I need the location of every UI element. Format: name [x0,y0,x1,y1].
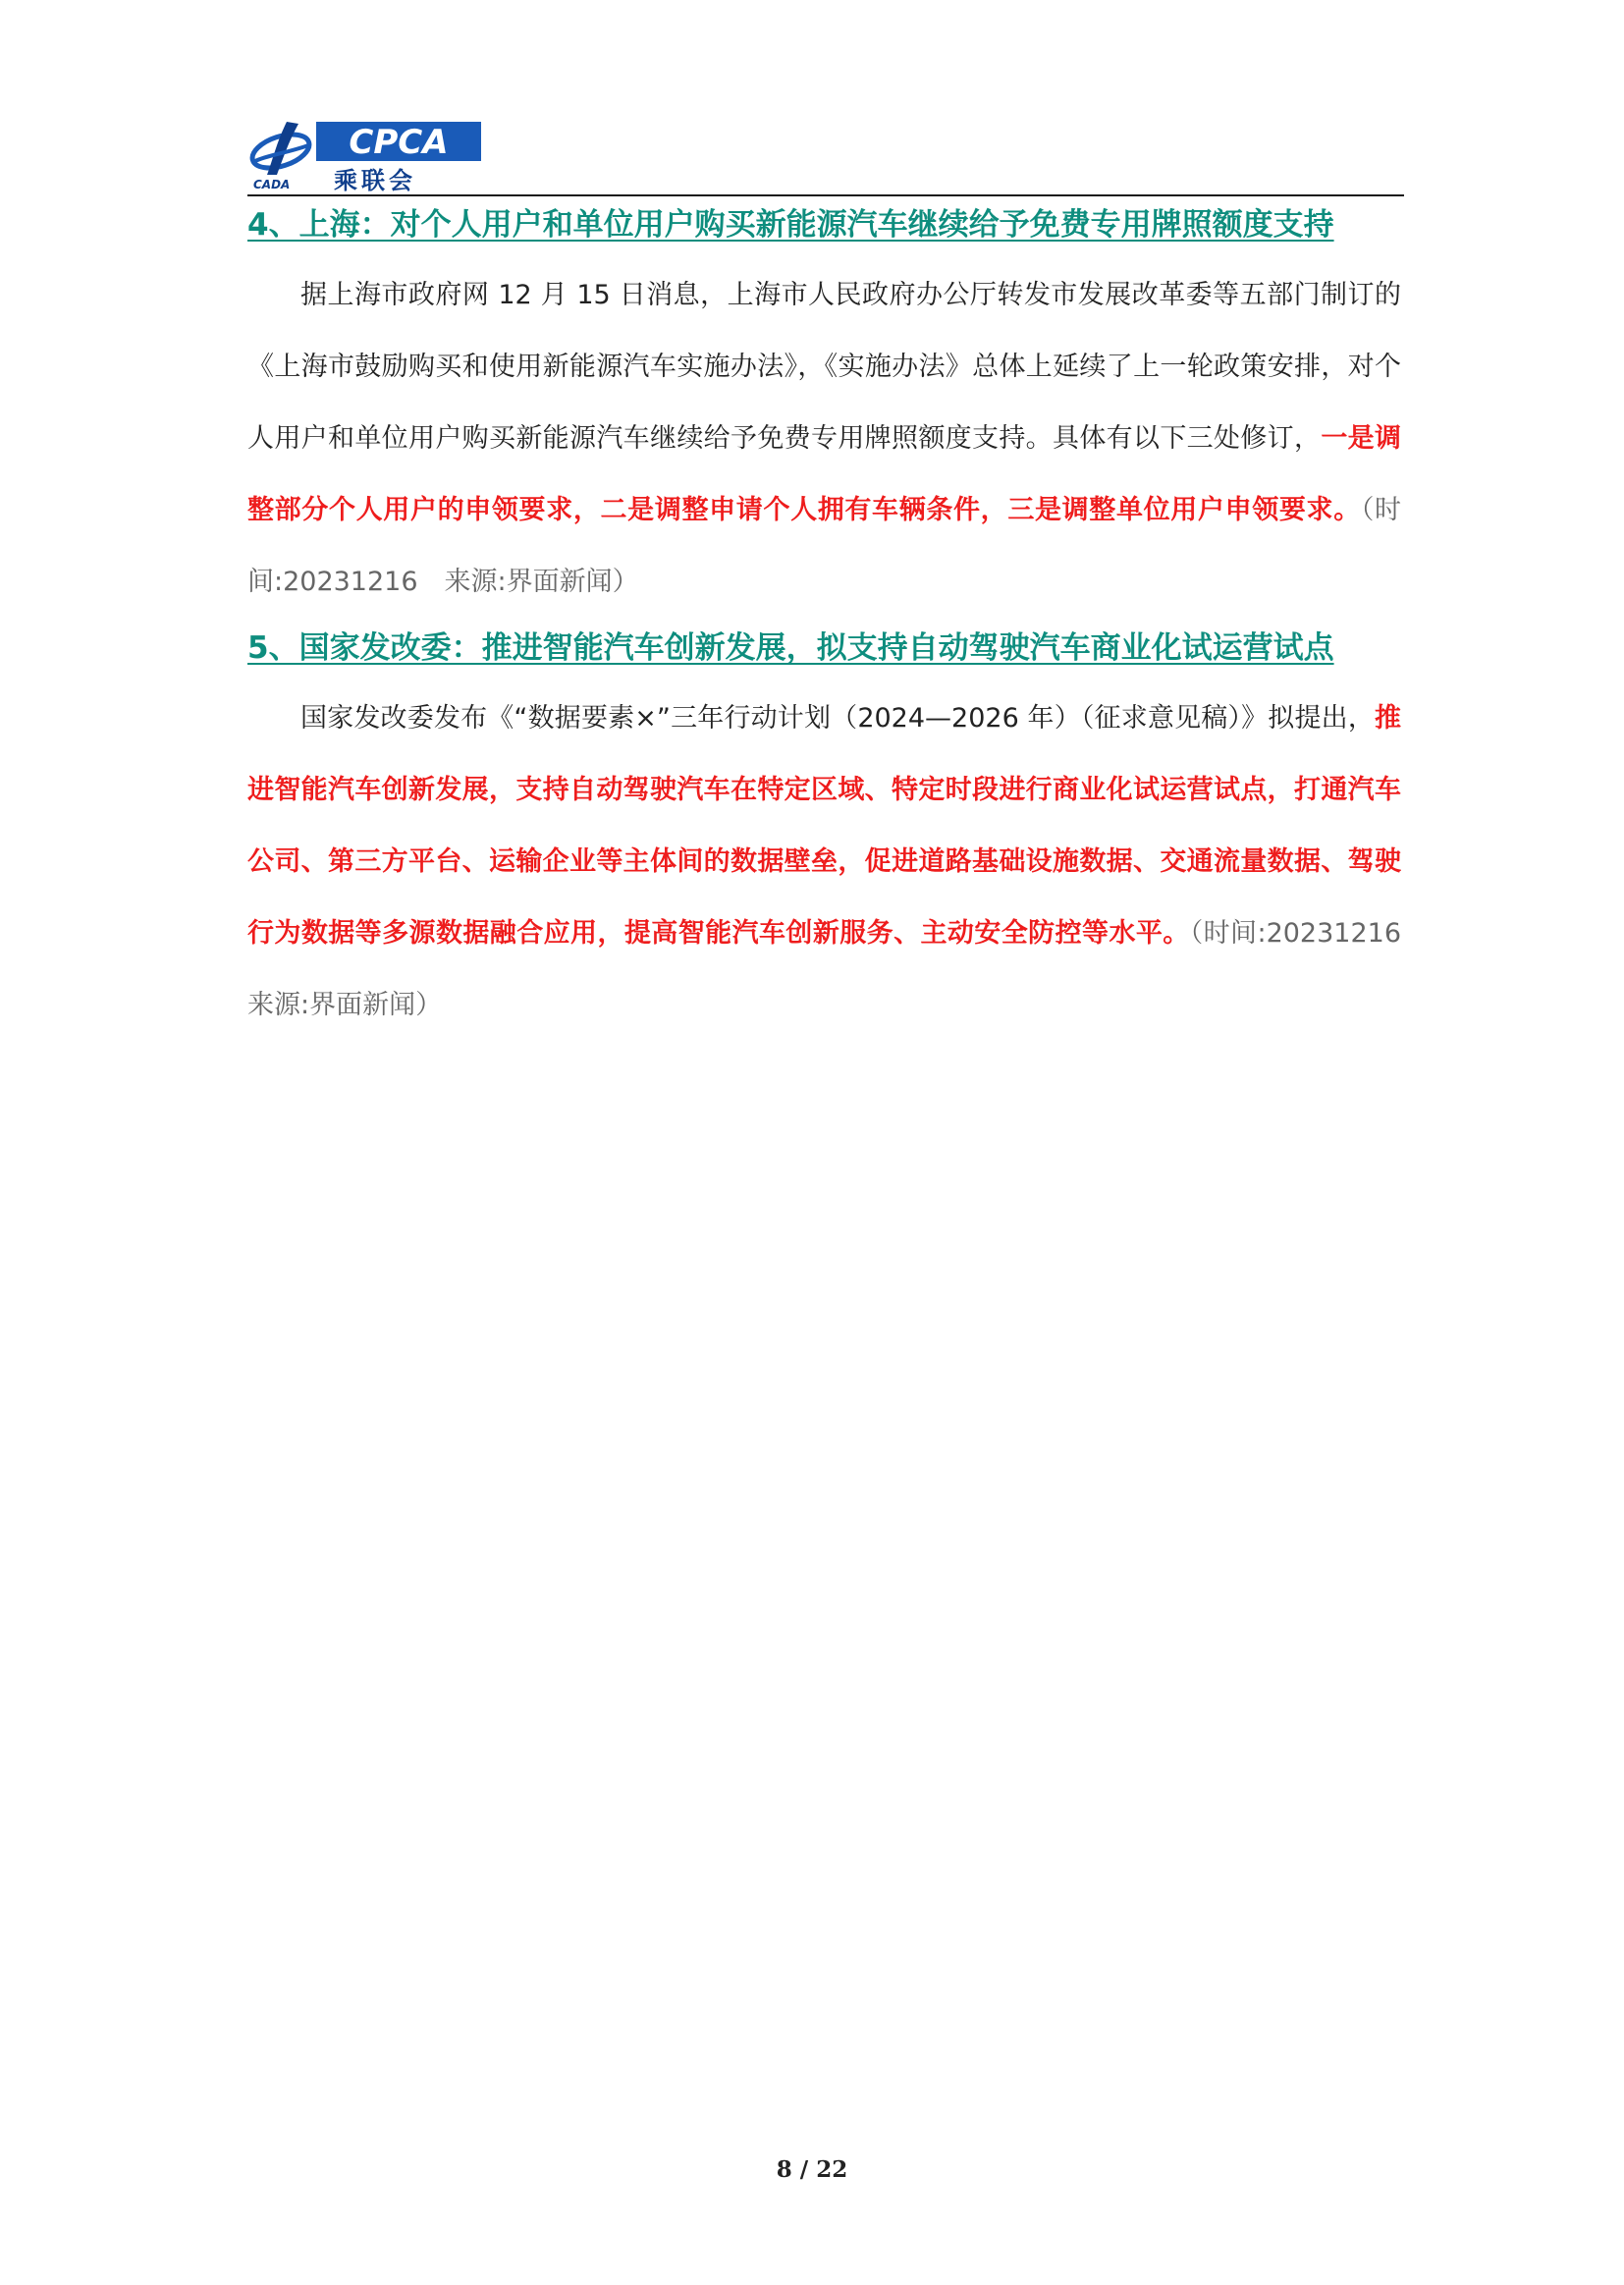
page-current: 8 [776,2156,792,2183]
body-text: 国家发改委发布《“数据要素×”三年行动计划（2024—2026 年）（征求意见稿）》拟提出， [300,703,1375,734]
body-text: 据上海市政府网 12 月 15 日消息，上海市人民政府办公厅转发市发展改革委等五部门制订的《上海市鼓励购买和使用新能源汽车实施办法》，《实施办法》总体上延续了上一轮政策安排，对个人用户和单位用户购买新能源汽车继续给予免费专用牌照额度支持。具体有以下三处修订， [247,280,1401,454]
source-text: （时间:20231216 来源:界面新闻） [247,495,1401,597]
logo-text: CPCA [349,123,449,162]
page-header [247,116,1404,194]
page-number [0,2156,1624,2183]
article-content [247,202,1429,1049]
logo-sub-text: CADA [253,178,291,191]
section-body [247,259,1401,618]
source-text: （时间:20231216 来源:界面新闻） [247,918,1429,1020]
section-heading: 4、上海：对个人用户和单位用户购买新能源汽车继续给予免费专用牌照额度支持 [247,207,1334,243]
cpca-logo [247,116,483,192]
page-total: 22 [816,2156,848,2183]
highlight-text: 推进智能汽车创新发展，支持自动驾驶汽车在特定区域、特定时段进行商业化试运营试点，打通汽车公司、第三方平台、运输企业等主体间的数据壁垒，促进道路基础设施数据、交通流量数据、驾驶行为数据等多源数据融合应用，提高智能汽车创新服务、主动安全防控等水平。 [247,703,1401,949]
section-body [247,682,1429,1041]
section-heading: 5、国家发改委：推进智能汽车创新发展，拟支持自动驾驶汽车商业化试运营试点 [247,630,1334,666]
header-rule [247,194,1404,196]
highlight-text: 一是调整部分个人用户的申领要求，二是调整申请个人拥有车辆条件，三是调整单位用户申领要求。 [247,423,1402,525]
logo-cn-text: 乘联会 [334,167,416,192]
news-section-5 [247,626,1429,1041]
news-section-4 [247,202,1401,618]
page-separator: / [799,2156,809,2183]
